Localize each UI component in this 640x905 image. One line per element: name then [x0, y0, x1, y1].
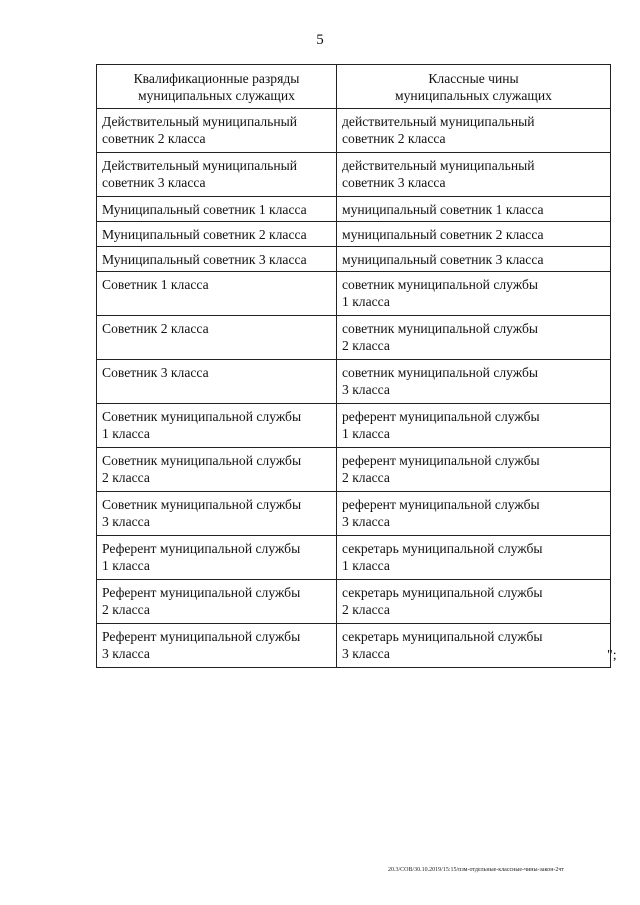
table-cell: секретарь муниципальной службы 2 класса — [337, 580, 611, 624]
closing-quote-mark: "; — [607, 648, 617, 663]
table-row — [97, 316, 611, 360]
table-row — [97, 580, 611, 624]
page-number: 5 — [316, 32, 324, 48]
table-cell: Советник 2 класса — [97, 316, 337, 360]
table-cell: действительный муниципальный советник 3 класса — [337, 153, 611, 197]
header-class-ranks: Классные чины муниципальных служащих — [337, 65, 611, 109]
table-cell: муниципальный советник 2 класса — [337, 222, 611, 247]
table-cell: Действительный муниципальный советник 2 класса — [97, 109, 337, 153]
table-cell: Референт муниципальной службы 2 класса — [97, 580, 337, 624]
table-cell: Референт муниципальной службы 1 класса — [97, 536, 337, 580]
rank-table — [96, 64, 611, 668]
table-row — [97, 153, 611, 197]
table-cell: Муниципальный советник 2 класса — [97, 222, 337, 247]
table-header-row — [97, 65, 611, 109]
header-qualification-ranks: Квалификационные разряды муниципальных служащих — [97, 65, 337, 109]
table-cell: секретарь муниципальной службы 3 класса — [337, 624, 611, 668]
table-cell: секретарь муниципальной службы 1 класса — [337, 536, 611, 580]
table-cell: действительный муниципальный советник 2 класса — [337, 109, 611, 153]
table-cell: Советник муниципальной службы 1 класса — [97, 404, 337, 448]
table-cell: Муниципальный советник 1 класса — [97, 197, 337, 222]
table-cell: Советник 1 класса — [97, 272, 337, 316]
table-cell: Действительный муниципальный советник 3 класса — [97, 153, 337, 197]
table-row — [97, 360, 611, 404]
table-row — [97, 222, 611, 247]
table-row — [97, 448, 611, 492]
table-row — [97, 109, 611, 153]
table-row — [97, 197, 611, 222]
table-row — [97, 492, 611, 536]
table-row — [97, 404, 611, 448]
table-cell: Советник муниципальной службы 3 класса — [97, 492, 337, 536]
table-cell: советник муниципальной службы 3 класса — [337, 360, 611, 404]
table-row — [97, 624, 611, 668]
table-cell: советник муниципальной службы 1 класса — [337, 272, 611, 316]
document-footer-code: 20.3/СОВ/30.10.2019/15:15/пзм-отдельные-классные-чины-закон-2чт — [388, 867, 565, 873]
table-cell: референт муниципальной службы 2 класса — [337, 448, 611, 492]
table-cell: Муниципальный советник 3 класса — [97, 247, 337, 272]
table-cell: Советник муниципальной службы 2 класса — [97, 448, 337, 492]
table-cell: муниципальный советник 1 класса — [337, 197, 611, 222]
table-cell: референт муниципальной службы 1 класса — [337, 404, 611, 448]
table-cell: референт муниципальной службы 3 класса — [337, 492, 611, 536]
table-row — [97, 272, 611, 316]
table-row — [97, 247, 611, 272]
table-cell: муниципальный советник 3 класса — [337, 247, 611, 272]
table-row — [97, 536, 611, 580]
table-cell: советник муниципальной службы 2 класса — [337, 316, 611, 360]
table-cell: Советник 3 класса — [97, 360, 337, 404]
table-cell: Референт муниципальной службы 3 класса — [97, 624, 337, 668]
